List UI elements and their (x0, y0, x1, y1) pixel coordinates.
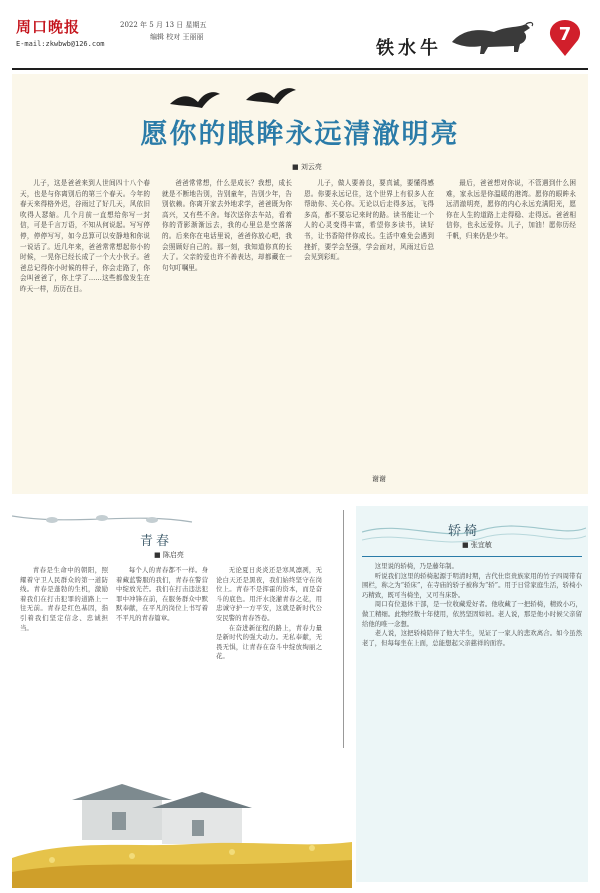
essay-left-title: 青春 (140, 534, 173, 549)
masthead (0, 0, 600, 70)
email-address: E-mail:zkwbwb@126.com (16, 40, 105, 48)
article-byline: ■ 刘云亮 (292, 163, 322, 171)
essay-left-column-3: 无论夏日炎炎还是寒风凛冽，无论白天还是黑夜，我们始终坚守在岗位上。青春不是挥霍的资本，而是奋斗的底色。用汗水浇灌青春之花，用忠诚守护一方平安，这就是新时代公安民警的青春答卷。 在奋进新征程的路上，青春力量是新时代的强大动力。无私奉献，无畏无惧，让青春在奋斗中绽放绚丽之花。 (216, 566, 322, 661)
dateline: 2022 年 5 月 13 日 星期五 (120, 21, 207, 29)
article-column-4: 最后，爸爸想对你说，不管遇到什么困难，家永远是你温暖的港湾。愿你的眼眸永远清澈明亮，愿你的内心永远充满阳光，愿你在人生的道路上走得稳、走得远。爸爸相信你，也永远爱你。儿子，加油！愿你历经千帆，归来仍是少年。 (446, 179, 576, 240)
essay-right-title: 轿椅 (448, 524, 481, 539)
article-headline: 愿你的眼眸永远清澈明亮 (140, 119, 460, 150)
editor-credit: 编辑 校对 王丽丽 (150, 33, 204, 41)
essay-left-column-2: 每个人的青春都不一样。身着藏蓝警服的我们，青春在警营中绽放光芒。我们在打击违法犯罪中冲锋在前，在服务群众中默默奉献，在平凡的岗位上书写着不平凡的青春篇章。 (116, 566, 208, 622)
essay-right-body: 这里说的轿椅，乃是藤年制。 听说我们这里的轿椅起源于明清时期，古代仕宦贵族家用的竹子四周带有围栏，称之为“轿床”，在寺庙的轿子被称为“轿”。用于日常家庭生活，轿椅小巧精致，既可当椅坐，又可当床卧。 周口有位退休干部，是一位收藏爱好者。他收藏了一把轿椅，精致小巧，做工精细。此物经数十年使用，依然坚固如初。老人说，那是他小时候父亲留给他的唯一念想。 老人说，这把轿椅陪伴了他大半生，见证了一家人的悲欢离合。如今虽然老了，但每每坐在上面，总能想起父亲慈祥的面容。 (362, 562, 582, 647)
page-number-badge (548, 18, 582, 58)
page-number: 7 (558, 24, 572, 45)
newspaper-logo: 周口晚报 (16, 18, 81, 36)
essay-right-byline: ■ 张宜敏 (462, 541, 492, 549)
article-column-1: 儿子，这是爸爸来到人世间四十八个春天，也是与你离别后的第三个春天。今年的春天来得格外迟，谷雨过了好几天，风依旧吹得人瑟缩。几个月前一直想给你写一封信，可是千言万语，不知从何说起。写写停停，停停写写，如今总算可以安静地和你说一说话了。近几年来，爸爸常常想起你小的时候，一晃你已经长成了一个大小伙子。爸爸总记得你小时候的样子，你会走路了，你会叫爸爸了，你上学了……这些都像发生在昨天一样，历历在目。 (20, 179, 150, 293)
essay-right-rule (362, 556, 582, 557)
section-title: 铁水牛 (376, 38, 442, 59)
masthead-rule (12, 68, 588, 70)
article-author: 谢谢 (372, 475, 386, 483)
article-column-2: 爸爸常常想，什么是成长？我想，成长就是不断地告别，告别童年，告别少年，告别依赖。你离开家去外地求学，爸爸既为你高兴，又有些不舍。每次送你去车站，看着你的背影渐渐远去，我的心里总是空落落的。后来你在电话里说，爸爸你放心吧，我会照顾好自己的。那一刻，我知道你真的长大了。父亲的爱也许不善表达，却都藏在一句句叮嘱里。 (162, 179, 292, 272)
essay-left-byline: ■ 陈启亮 (154, 551, 184, 559)
article-column-3: 儿子，做人要善良，要真诚，要懂得感恩。你要永远记住，这个世界上有很多人在帮助你、关心你。无论以后走得多远，飞得多高，都不要忘记来时的路。读书能让一个人的心灵变得丰富，希望你多读书，读好书，让书香陪伴你成长。生活中难免会遇到挫折，要学会坚强，学会面对，风雨过后总会见到彩虹。 (304, 179, 434, 262)
essay-left-column-1: 青春是生命中的朝阳，照耀着守卫人民群众的第一道防线。青春是蓬勃的生机，激励着我们在打击犯罪的道路上一往无前。青春是红色基因，指引着我们坚定信念、忠诚担当。 (20, 566, 108, 632)
bull-icon (448, 20, 534, 56)
village-illustration (12, 748, 352, 888)
